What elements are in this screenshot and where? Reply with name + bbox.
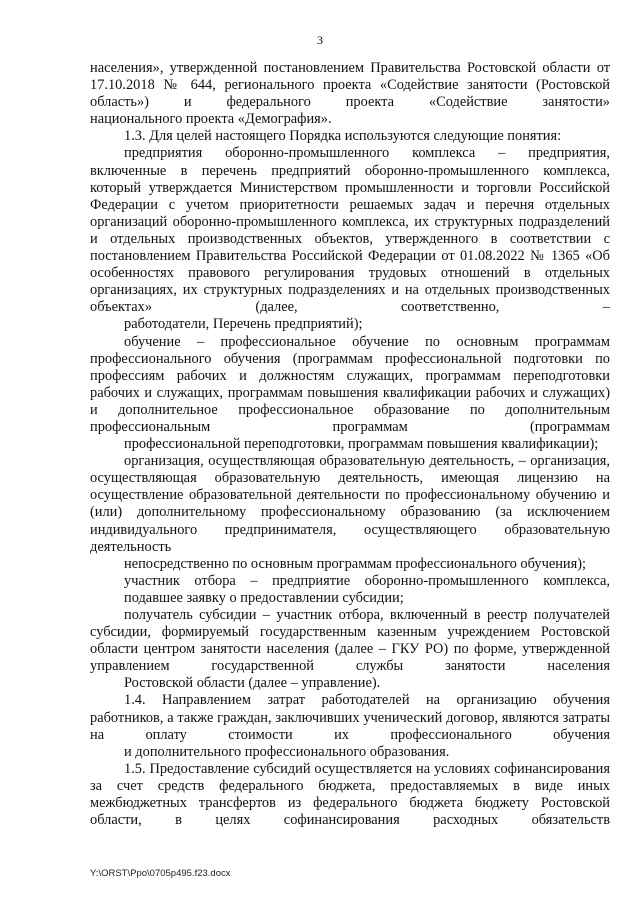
paragraph-definition-enterprises [90, 145, 610, 333]
paragraph-last-line: непосредственно по основным программам профессионального обучения); [124, 555, 587, 572]
paragraph-1-3 [90, 128, 610, 145]
paragraph-last-line: 1.3. Для целей настоящего Порядка используются следующие понятия: [124, 128, 562, 145]
paragraph-text: 1.4. Направлением затрат работодателей на организацию обучения работников, а также граждан, заключивших ученический договор, являются затраты на оплату стоимости их профессионального обучения [90, 692, 610, 743]
paragraph-last-line: Ростовской области (далее – управление). [124, 675, 381, 692]
paragraph-text: 1.5. Предоставление субсидий осуществляется на условиях софинансирования за счет средств федерального бюджета, предоставляемых в виде иных межбюджетных трансфертов из федерального бюджета бюджету Ростовской области, в целях софинансирования расходных обязательств [90, 760, 610, 829]
paragraph-1-4 [90, 692, 610, 760]
paragraph-definition-recipient [90, 607, 610, 692]
page-number: 3 [317, 33, 323, 47]
document-body [90, 60, 610, 829]
paragraph-1-5 [90, 761, 610, 829]
paragraph-last-line: и дополнительного профессионального образования. [124, 743, 450, 760]
paragraph-text: предприятия оборонно-промышленного комплекса – предприятия, включенные в перечень предприятий оборонно-промышленного комплекса, который утверждается Министерством промышленности и торговли Российской Федерации с учетом приоритетности решаемых задач и перечня отдельных организаций оборонно-промышленного комплекса, их структурных подразделений и отдельных производственных объектов, утвержденного в соответствии с постановлением Правительства Российской Федерации от 01.08.2022 № 1365 «Об особенностях правового регулирования трудовых отношений в отдельных организациях, их структурных подразделениях и на отдельных производственных объектах» (далее, соответственно, – [90, 145, 610, 316]
paragraph-continuation [90, 60, 610, 128]
paragraph-definition-participant [90, 573, 610, 607]
paragraph-text: обучение – профессиональное обучение по основным программам профессионального обучения (программам профессиональной подготовки по профессиям рабочих и должностям служащих, программам переподготовки рабочих и служащих, программам повышения квалификации рабочих и служащих) и дополнительное профессиональное образование по дополнительным профессиональным программам (программам [90, 333, 610, 435]
paragraph-definition-organization [90, 453, 610, 573]
footer-file-path: Y:\ORST\Ppo\0705p495.f23.docx [90, 868, 231, 879]
paragraph-last-line: подавшее заявку о предоставлении субсидии; [124, 589, 404, 606]
paragraph-definition-training [90, 334, 610, 454]
paragraph-last-line: профессиональной переподготовки, программам повышения квалификации); [124, 436, 599, 453]
paragraph-text: получатель субсидии – участник отбора, включенный в реестр получателей субсидии, формируемый государственным казенным учреждением Ростовской области центром занятости населения (далее – ГКУ РО) по форме, утвержденной управлением государственной службы занятости населения [90, 607, 610, 675]
paragraph-text: участник отбора – предприятие оборонно-промышленного комплекса, [124, 572, 610, 589]
paragraph-text: организация, осуществляющая образовательную деятельность, – организация, осуществляющая образовательную деятельность, имеющая лицензию на осуществление образовательной деятельности по профессиональному обучению и (или) дополнительному профессиональному образованию (за исключением индивидуального предпринимателя, осуществляющего образовательную деятельность [90, 453, 610, 555]
paragraph-last-line: работодатели, Перечень предприятий); [124, 316, 363, 333]
paragraph-last-line: национального проекта «Демография». [90, 111, 332, 128]
paragraph-text: населения», утвержденной постановлением Правительства Ростовской области от 17.10.2018 № 644, регионального проекта «Содействие занятости (Ростовской область») и федерального проекта «Содействие занятости» [90, 60, 610, 111]
